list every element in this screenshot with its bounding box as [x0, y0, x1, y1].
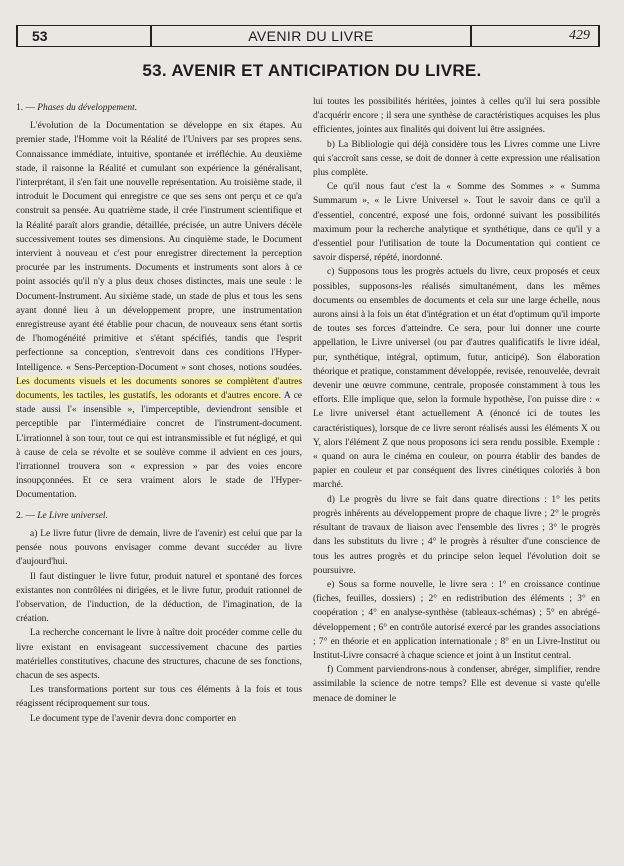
- paragraph: lui toutes les possibilités héritées, jointes à celles qu'il lui sera possible d'acquérir encore ; il sera une synthèse de caractéristiques acquises les plus efficientes, jointes aux finalités qui doivent lui être assignées.: [313, 97, 600, 136]
- section-1-number: 1. —: [16, 103, 38, 113]
- paragraph-text: A ce stade aussi l'« insensible », l'imperceptible, deviendront sensible et perceptible par l'intermédiaire concret de l'instrument-document. L'irrationnel à son tour, tout ce qui est intransmissible et fut négligé, et qui à cause de cela se révolte et se soulève comme il advient en ces jours, l'irrationnel trouvera son « expression » par des voies encore insoupçonnées. Et ce sera vraiment alors le stade de l'Hyper-Documentation.: [16, 391, 302, 501]
- section-heading-2: [16, 509, 302, 523]
- paragraph: c) Supposons tous les progrès actuels du livre, ceux proposés et ceux possibles, supposons-les réalisés simultanément, dans les mêmes documents ou ensembles de documents et cela sur une large échelle, nous aurons ainsi à la fois un état d'intégration et un état d'optimum qu'il importe de toutes ses forces d'atteindre. Ce sera, pour lui donner une courte appellation, le Livre universel (ou par d'autres qualificatifs le livre idéal, pur, synthétique, intégral, optimum, futur, anticipé). Son élaboration théorique et pratique, constamment développée, revisée, renouvelée, devrait devenir une œuvre commune, centrale, proposée constamment à tous les efforts. Elle implique que, selon la formule hypothèse, l'on puisse dire : « Le livre universel étant actuellement A (énoncé ici de toutes les caractéristiques), lorsque de ce livre seront réalisés aussi les éléments X ou Y, alors l'élément Z que nous proposons ici sera rendu possible. Exemple : « quand on aura le cinéma en couleur, on pourra établir des bandes de papier en couleur et par conséquent des livres cinétiques coloriés à bon marché.: [313, 267, 600, 491]
- paragraph: Le document type de l'avenir devra donc comporter en: [30, 713, 237, 724]
- right-column: [313, 95, 600, 706]
- paragraph: d) Le progrès du livre se fait dans quatre directions : 1° les petits progrès inhérents au développement propre de chaque livre ; 2° le progrès résultant de travaux de liaison avec l'ensemble des livres ; 3° le progrès dans les substituts du livre ; 4° le progrès à résulter d'une conscience de tous les autres progrès et du principe selon lequel l'évolution doit se poursuivre.: [313, 494, 600, 576]
- paragraph: Il faut distinguer le livre futur, produit naturel et spontané des forces existantes non contrôlées ni dirigées, et le livre futur, produit rationnel de l'observation, de l'induction, de la déduction, de l'imagination, de la création.: [16, 571, 302, 625]
- section-2-title: Le Livre universel.: [37, 510, 108, 521]
- paragraph: b) La Bibliologie qui déjà considère tous les Livres comme une Livre qui s'accroît sans cesse, se doit de donner à cette expression une réalisation plus complète.: [313, 139, 600, 179]
- paragraph-text: L'évolution de la Documentation se développe en six étapes. Au premier stade, l'Homme voit la Réalité de l'Univers par ses propres sens. Connaissance immédiate, intuitive, spontanée et irréfléchie. Au deuxième stade, il raisonne la Réalité et cumulant son expérience la généralisant, l'interprétant, il s'en fait une nouvelle représentation. Au troisième stade, il introduit le Document qui enregistre ce que ses sens ont perçu et ce qu'a construit sa pensée. Au quatrième stade, il crée l'instrument scientifique et la Réalité paraît alors grandie, détaillée, précisée, un autre Univers décèle successivement toutes ses dimensions. Au cinquième stade, le Document intervient à nouveau et c'est pour enregistrer directement la perception procurée par les instruments. Documents et instruments sont alors à ce point associés qu'il n'y a plus deux choses distinctes, mais une seule : le Document-Instrument. Au sixième stade, un stade de plus et tous les sens ayant donné lieu à un développement propre, une instrumentation enregistreuse ayant été établie pour chacun, de nouveaux sens étant sortis de l'homogénéité primitive et s'étant spécifiés, tandis que l'esprit perfectionne sa conception, s'entrevoit dans ces conditions l'Hyper-Intelligence. « Sens-Perception-Document » sont choses, notions soudées.: [16, 121, 302, 373]
- paragraph: Les transformations portent sur tous ces éléments à la fois et tous réagissent réciproquement sur tous.: [16, 685, 302, 710]
- paragraph: e) Sous sa forme nouvelle, le livre sera : 1° en croissance continue (fiches, feuilles, dossiers) ; 2° en redistribution des éléments ; 3° en coopération ; 4° en analyse-synthèse (tableaux-schémas) ; 5° en abrégé-développement ; 6° en contrôle autorisé exercé par les grandes associations ; 7° en théorie et en application internationale ; 8° en un Livre-Institut ou Institut-Livre consacré à chaque science et joint à un Institut central.: [313, 579, 600, 661]
- section-heading-1: [16, 101, 302, 115]
- paragraph: a) Le livre futur (livre de demain, livre de l'avenir) est celui que par la pensée nous pouvons envisager comme devant succéder au livre d'aujourd'hui.: [16, 528, 302, 568]
- section-2-number: 2. —: [16, 510, 38, 521]
- paragraph: La recherche concernant le livre à naître doit procéder comme celle du livre existant en envisageant successivement chacune des parties matérielles constitutives, chacune des structures, chacune de ses fonctions, chacun de ses aspects.: [16, 628, 302, 681]
- left-column: [16, 95, 302, 726]
- section-1-title: Phases du développement.: [37, 103, 138, 113]
- chapter-title: 53. AVENIR ET ANTICIPATION DU LIVRE.: [142, 61, 482, 80]
- paragraph: Ce qu'il nous faut c'est la « Somme des Sommes » « Summa Summarum », « le Livre Universel ». Tout le savoir dans ce qu'il a d'essentiel, concentré, exposé une fois, ordonné suivant les possibilités maximum pour la recherche analytique et synthétique, dans ce qu'il y a d'essentiel pour l'utilisation de toute la Documentation qui contient ce savoir dispersé, répété, inordonné.: [313, 182, 600, 264]
- header-section-number: 53: [16, 26, 150, 46]
- header-running-title: AVENIR DU LIVRE: [150, 26, 472, 46]
- header-page-number: 429: [472, 26, 600, 46]
- paragraph: [16, 119, 302, 502]
- running-header: [16, 25, 600, 47]
- highlighted-text: Les documents visuels et les documents sonores se complètent d'autres documents, les tactiles, les gustatifs, les odorants et d'autres encore.: [16, 376, 302, 402]
- paragraph: f) Comment parviendrons-nous à condenser, abréger, simplifier, rendre assimilable la science de notre temps? Elle est devenue si vaste qu'elle menace de dominer le: [313, 665, 600, 704]
